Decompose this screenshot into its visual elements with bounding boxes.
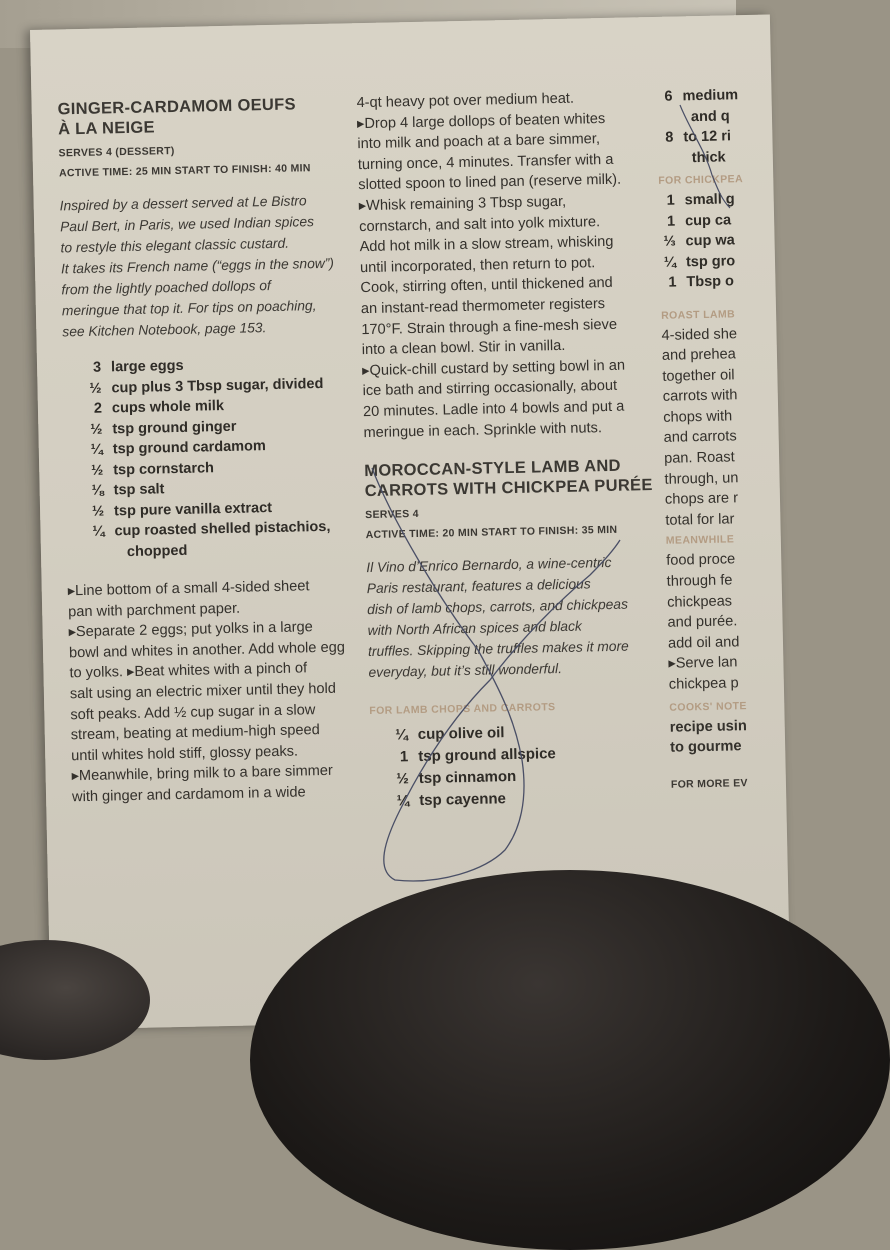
ingredient-qty	[658, 148, 692, 169]
intro-line: with North African spices and black	[367, 618, 582, 639]
step-line: Add hot milk in a slow stream, whisking	[359, 233, 614, 256]
intro-line: everyday, but it’s still wonderful.	[368, 661, 563, 681]
step-line: chops are r	[664, 490, 739, 509]
step-line: together oil	[662, 367, 735, 385]
column-1	[57, 93, 362, 807]
ingredient-row	[660, 250, 780, 273]
step-line: food proce	[666, 551, 736, 570]
ingredient-qty: ½	[90, 462, 104, 479]
ingredient-qty: ¼	[92, 523, 105, 540]
ingredient-item: cup plus 3 Tbsp sugar, divided	[111, 375, 324, 396]
intro-line: dish of lamb chops, carrots, and chickpeas	[367, 596, 629, 618]
ingredient-item: tsp cinnamon	[418, 768, 517, 788]
recipe2-subheading: FOR LAMB CHOPS AND CARROTS	[369, 701, 556, 718]
step-line: and prehea	[661, 346, 736, 364]
ingredient-qty: ½	[396, 770, 409, 788]
ingredient-item: cup roasted shelled pistachios,	[114, 518, 331, 540]
intro-line: to restyle this elegant classic custard.	[60, 235, 290, 256]
ingredient-qty: 8	[665, 129, 674, 146]
ingredient-row	[656, 84, 776, 107]
ingredient-item: large eggs	[110, 357, 184, 376]
step-line: ▸Meanwhile, bring milk to a bare simmer	[71, 763, 333, 785]
step-line: chops with	[663, 408, 733, 426]
step-line: through fe	[666, 572, 733, 590]
col3-sub-meanwhile: MEANWHILE	[665, 533, 735, 548]
ingredient-row	[658, 146, 778, 169]
recipe1-steps-col1	[68, 575, 363, 808]
ingredient-qty: 1	[668, 274, 677, 291]
intro-line: see Kitchen Notebook, page 153.	[62, 320, 267, 340]
col3-meanwhile-text	[666, 549, 789, 696]
ingredient-item: thick	[691, 148, 726, 166]
magazine-page	[30, 15, 791, 1030]
step-line: chickpea p	[668, 675, 739, 693]
ingredient-qty: 1	[399, 748, 409, 766]
recipe1-intro	[59, 189, 352, 342]
recipe2-serves: SERVES 4	[365, 508, 419, 522]
ingredient-item: tsp gro	[685, 252, 736, 270]
ingredient-item: small g	[684, 191, 735, 209]
step-line: into a clean bowl. Stir in vanilla.	[361, 337, 566, 359]
recipe2-times: ACTIVE TIME: 20 MIN START TO FINISH: 35 MIN	[365, 523, 618, 542]
recipe1-serves: SERVES 4 (DESSERT)	[58, 144, 175, 160]
intro-line: Il Vino d’Enrico Bernardo, a wine-centric	[366, 555, 612, 576]
ingredient-row	[659, 229, 779, 252]
recipe2-title-line2: CARROTS WITH CHICKPEA PURÉE	[364, 476, 653, 501]
step-line: pan with parchment paper.	[68, 600, 241, 620]
step-line: add oil and	[667, 634, 740, 652]
step-line: and carrots	[663, 428, 737, 447]
ingredient-item: tsp ground allspice	[418, 745, 556, 766]
step-line: 4-sided she	[661, 325, 738, 344]
step-line: 4-qt heavy pot over medium heat.	[356, 90, 575, 112]
ingredient-item: cup wa	[685, 232, 735, 250]
ingredient-item: tsp salt	[113, 481, 165, 499]
ingredient-row	[659, 188, 779, 211]
intro-line: Inspired by a dessert served at Le Bistro	[59, 193, 307, 214]
recipe1-ingredients	[63, 352, 357, 563]
ingredient-qty: ½	[91, 503, 105, 520]
step-line: 170°F. Strain through a fine-mesh sieve	[361, 316, 618, 338]
recipe2-ingredients	[370, 719, 667, 813]
recipe1-times: ACTIVE TIME: 25 MIN START TO FINISH: 40 MIN	[58, 162, 311, 180]
step-line: pan. Roast	[663, 449, 735, 467]
ingredient-item: tsp ground cardamom	[112, 438, 267, 458]
step-line: ▸Quick-chill custard by setting bowl in an	[362, 357, 626, 379]
intro-line: Paris restaurant, features a delicious	[366, 576, 591, 597]
ingredient-qty	[67, 542, 115, 564]
ingredient-qty: 6	[664, 88, 673, 105]
step-line: salt using an electric mixer until they hold	[69, 680, 337, 703]
step-line: chickpeas	[666, 593, 733, 611]
ingredient-qty: ½	[89, 380, 102, 397]
step-line: ▸Separate 2 eggs; put yolks in a large	[68, 619, 313, 641]
step-line: carrots with	[662, 387, 738, 406]
ingredient-qty: ½	[90, 421, 103, 438]
ingredient-item: cups whole milk	[111, 398, 225, 417]
col3-sub-chickpea: FOR CHICKPEA	[658, 173, 744, 187]
step-line: an instant-read thermometer registers	[360, 295, 606, 318]
recipe1-steps-col2	[356, 87, 658, 443]
intro-line: truffles. Skipping the truffles makes it more	[367, 638, 629, 660]
col3-ingredients-top	[656, 84, 778, 168]
step-line: meringue in each. Sprinkle with nuts.	[363, 419, 603, 441]
column-3	[656, 84, 791, 792]
step-line: bowl and whites in another. Add whole egg	[68, 639, 346, 662]
step-line: slotted spoon to lined pan (reserve milk).	[358, 172, 622, 194]
step-line: soft peaks. Add ½ cup sugar in a slow	[70, 701, 316, 723]
step-line: turning once, 4 minutes. Transfer with a	[357, 151, 614, 173]
ingredient-qty: 3	[92, 359, 102, 376]
ingredient-item: cup ca	[684, 211, 732, 229]
ingredient-qty: 2	[93, 400, 103, 417]
ingredient-qty	[657, 107, 691, 128]
step-line: until incorporated, then return to pot.	[359, 254, 596, 276]
step-line: with ginger and cardamom in a wide	[71, 784, 306, 806]
step-line: stream, beating at medium-high speed	[70, 722, 320, 744]
column-2	[356, 87, 666, 813]
step-line: to yolks. ▸Beat whites with a pinch of	[69, 660, 308, 682]
ingredient-row	[657, 105, 777, 128]
ingredient-row	[659, 209, 779, 232]
intro-line: Paul Bert, in Paris, we used Indian spices	[59, 214, 315, 235]
ingredient-qty: ¼	[396, 792, 410, 810]
step-line: into milk and poach at a bare simmer,	[357, 131, 601, 153]
col3-note-text	[670, 715, 791, 759]
step-line: ▸Drop 4 large dollops of beaten whites	[356, 110, 606, 132]
step-line: ▸Whisk remaining 3 Tbsp sugar,	[358, 193, 567, 215]
recipe2-intro	[366, 551, 664, 683]
recipe1-title-line2: À LA NEIGE	[57, 118, 156, 139]
step-line: through, un	[664, 469, 739, 488]
ingredient-item: tsp cornstarch	[113, 459, 215, 478]
intro-line: meringue that top it. For tips on poaching,	[61, 298, 317, 319]
dark-bowl	[250, 870, 890, 1250]
step-line: ice bath and stirring occasionally, about	[362, 378, 618, 400]
ingredient-item: and q	[690, 107, 730, 125]
step-line: cornstarch, and salt into yolk mixture.	[359, 213, 601, 235]
ingredient-qty: ¼	[90, 441, 103, 458]
note-line: recipe usin	[669, 717, 747, 736]
col3-ingredients-chickpea	[659, 188, 781, 293]
ingredient-item: Tbsp o	[686, 273, 735, 291]
recipe1-title-line1: GINGER-CARDAMOM OEUFS	[57, 95, 297, 119]
step-line: ▸Serve lan	[668, 654, 738, 673]
ingredient-item: tsp pure vanilla extract	[113, 499, 273, 519]
col3-cooks-note: COOKS' NOTE	[669, 699, 747, 714]
recipe2-title-line1: MOROCCAN-STYLE LAMB AND	[364, 456, 621, 481]
ingredient-qty: ⅓	[663, 233, 676, 250]
step-line: 20 minutes. Ladle into 4 bowls and put a	[362, 398, 625, 421]
col3-sub-roast: ROAST LAMB	[660, 307, 736, 322]
col3-for-more: FOR MORE EV	[670, 776, 748, 791]
note-line: to gourme	[670, 738, 742, 756]
intro-line: from the lightly poached dollops of	[61, 278, 271, 298]
ingredient-item: medium	[682, 87, 739, 105]
ingredient-qty: ¼	[663, 254, 677, 271]
ingredient-row	[660, 270, 780, 293]
step-line: until whites hold stiff, glossy peaks.	[71, 743, 299, 765]
step-line: and purée.	[667, 613, 738, 631]
intro-line: It takes its French name (“eggs in the snow”)	[60, 255, 335, 277]
ingredient-item: cup olive oil	[417, 724, 505, 744]
ingredient-item: chopped	[126, 542, 188, 560]
ingredient-item: to 12 ri	[683, 128, 732, 146]
ingredient-item: tsp ground ginger	[112, 418, 237, 437]
ingredient-item: tsp cayenne	[419, 790, 507, 810]
step-line: Cook, stirring often, until thickened and	[360, 275, 613, 297]
ingredient-qty: 1	[666, 213, 676, 230]
step-line: total for lar	[665, 511, 735, 529]
ingredient-row	[657, 125, 777, 148]
col3-roast-text	[661, 323, 785, 531]
ingredient-qty: 1	[666, 192, 675, 209]
step-line: ▸Line bottom of a small 4-sided sheet	[67, 578, 310, 600]
ingredient-qty: ⅛	[91, 482, 104, 499]
ingredient-qty: ¼	[395, 726, 409, 744]
